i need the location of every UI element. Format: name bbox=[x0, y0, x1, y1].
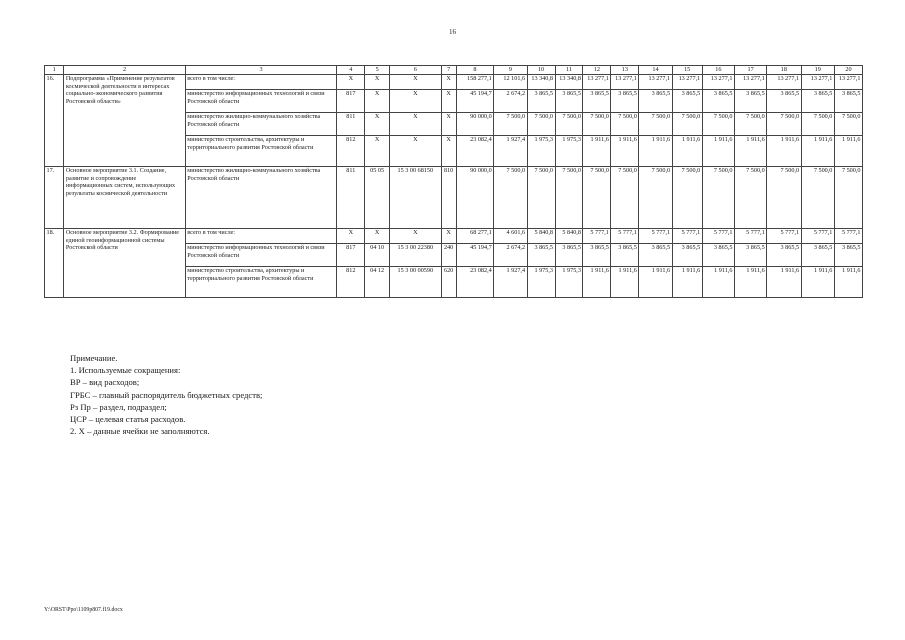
budget-table bbox=[44, 65, 863, 298]
code-vr: Х bbox=[441, 136, 456, 167]
code-rzpr: 05 05 bbox=[365, 167, 390, 229]
amount: 2 674,2 bbox=[494, 244, 527, 267]
code-vr: 810 bbox=[441, 167, 456, 229]
amount: 45 194,7 bbox=[456, 244, 494, 267]
amount: 3 865,5 bbox=[555, 244, 583, 267]
amount: 7 500,0 bbox=[639, 167, 672, 229]
amount: 13 340,8 bbox=[527, 75, 555, 90]
amount: 3 865,5 bbox=[734, 244, 766, 267]
note-line: 1. Используемые сокращения: bbox=[70, 365, 181, 376]
column-header: 5 bbox=[365, 66, 390, 75]
column-header: 11 bbox=[555, 66, 583, 75]
amount: 1 927,4 bbox=[494, 267, 527, 298]
table-row bbox=[45, 229, 863, 244]
column-header: 17 bbox=[734, 66, 766, 75]
code-vr: Х bbox=[441, 113, 456, 136]
code-grbs: 812 bbox=[337, 136, 365, 167]
code-grbs: Х bbox=[337, 75, 365, 90]
amount: 7 500,0 bbox=[494, 167, 527, 229]
amount: 3 865,5 bbox=[611, 244, 639, 267]
notes bbox=[70, 352, 262, 437]
column-header: 12 bbox=[583, 66, 611, 75]
footer-path: Y:\ORST\Ppo\1109p807.f19.docx bbox=[44, 607, 123, 613]
column-header: 10 bbox=[527, 66, 555, 75]
amount: 23 082,4 bbox=[456, 136, 494, 167]
amount: 1 911,6 bbox=[611, 136, 639, 167]
code-csr: Х bbox=[390, 136, 442, 167]
amount: 3 865,5 bbox=[611, 90, 639, 113]
code-grbs: 811 bbox=[337, 113, 365, 136]
column-header: 19 bbox=[801, 66, 834, 75]
amount: 13 277,1 bbox=[801, 75, 834, 90]
amount: 3 865,5 bbox=[639, 244, 672, 267]
code-rzpr: Х bbox=[365, 90, 390, 113]
row-number: 16. bbox=[45, 75, 64, 167]
note-line: 2. Х – данные ячейки не заполняются. bbox=[70, 426, 210, 437]
code-csr: Х bbox=[390, 75, 442, 90]
program-name: Подпрограмма «Применение результатов космической деятельности в интересах социально-экономического развития Ростовской области» bbox=[64, 75, 185, 167]
amount: 5 777,1 bbox=[611, 229, 639, 244]
executor: министерство жилищно-коммунального хозяйства Ростовской области bbox=[185, 113, 337, 136]
amount: 7 500,0 bbox=[801, 167, 834, 229]
amount: 3 865,5 bbox=[555, 90, 583, 113]
amount: 1 911,6 bbox=[672, 136, 702, 167]
amount: 7 500,0 bbox=[767, 113, 801, 136]
note-line: Примечание. bbox=[70, 353, 118, 363]
column-header: 6 bbox=[390, 66, 442, 75]
amount: 7 500,0 bbox=[734, 167, 766, 229]
amount: 7 500,0 bbox=[527, 167, 555, 229]
program-name: Основное мероприятие 3.1. Создание, развитие и сопровождение информационных систем, использующих результаты космической деятельности bbox=[64, 167, 185, 229]
amount: 1 911,6 bbox=[801, 267, 834, 298]
code-grbs: Х bbox=[337, 229, 365, 244]
column-header: 7 bbox=[441, 66, 456, 75]
amount: 3 865,5 bbox=[583, 244, 611, 267]
amount: 5 840,8 bbox=[527, 229, 555, 244]
amount: 5 777,1 bbox=[583, 229, 611, 244]
amount: 1 975,3 bbox=[555, 136, 583, 167]
code-vr: Х bbox=[441, 75, 456, 90]
amount: 7 500,0 bbox=[639, 113, 672, 136]
code-rzpr: Х bbox=[365, 75, 390, 90]
amount: 7 500,0 bbox=[611, 113, 639, 136]
code-grbs: 811 bbox=[337, 167, 365, 229]
amount: 7 500,0 bbox=[555, 167, 583, 229]
amount: 7 500,0 bbox=[702, 167, 734, 229]
amount: 1 911,6 bbox=[702, 267, 734, 298]
column-header: 18 bbox=[767, 66, 801, 75]
code-csr: Х bbox=[390, 113, 442, 136]
amount: 13 277,1 bbox=[611, 75, 639, 90]
header-row bbox=[45, 66, 863, 75]
amount: 5 840,8 bbox=[555, 229, 583, 244]
amount: 5 777,1 bbox=[834, 229, 862, 244]
amount: 3 865,5 bbox=[834, 90, 862, 113]
column-header: 3 bbox=[185, 66, 337, 75]
amount: 3 865,5 bbox=[834, 244, 862, 267]
code-rzpr: 04 10 bbox=[365, 244, 390, 267]
amount: 90 000,0 bbox=[456, 113, 494, 136]
amount: 1 975,3 bbox=[527, 136, 555, 167]
code-rzpr: 04 12 bbox=[365, 267, 390, 298]
column-header: 4 bbox=[337, 66, 365, 75]
row-number: 18. bbox=[45, 229, 64, 298]
amount: 7 500,0 bbox=[767, 167, 801, 229]
amount: 3 865,5 bbox=[767, 244, 801, 267]
amount: 1 911,6 bbox=[734, 136, 766, 167]
page-number: 16 bbox=[449, 28, 456, 36]
amount: 5 777,1 bbox=[702, 229, 734, 244]
amount: 7 500,0 bbox=[734, 113, 766, 136]
amount: 23 082,4 bbox=[456, 267, 494, 298]
code-vr: 620 bbox=[441, 267, 456, 298]
amount: 3 865,5 bbox=[672, 90, 702, 113]
amount: 90 000,0 bbox=[456, 167, 494, 229]
amount: 3 865,5 bbox=[702, 90, 734, 113]
executor: всего в том числе: bbox=[185, 229, 337, 244]
amount: 4 601,6 bbox=[494, 229, 527, 244]
note-line: Рз Пр – раздел, подраздел; bbox=[70, 401, 167, 412]
code-vr: 240 bbox=[441, 244, 456, 267]
table-row bbox=[45, 75, 863, 90]
code-csr: Х bbox=[390, 229, 442, 244]
code-grbs: 817 bbox=[337, 244, 365, 267]
column-header: 16 bbox=[702, 66, 734, 75]
amount: 12 101,6 bbox=[494, 75, 527, 90]
amount: 13 277,1 bbox=[702, 75, 734, 90]
executor: министерство строительства, архитектуры и территориального развития Ростовской области bbox=[185, 136, 337, 167]
column-header: 20 bbox=[834, 66, 862, 75]
amount: 2 674,2 bbox=[494, 90, 527, 113]
amount: 13 277,1 bbox=[672, 75, 702, 90]
column-header: 8 bbox=[456, 66, 494, 75]
amount: 7 500,0 bbox=[555, 113, 583, 136]
amount: 7 500,0 bbox=[834, 113, 862, 136]
amount: 3 865,5 bbox=[583, 90, 611, 113]
amount: 1 911,6 bbox=[734, 267, 766, 298]
code-rzpr: Х bbox=[365, 113, 390, 136]
amount: 1 911,6 bbox=[672, 267, 702, 298]
amount: 45 194,7 bbox=[456, 90, 494, 113]
amount: 7 500,0 bbox=[672, 113, 702, 136]
amount: 13 277,1 bbox=[583, 75, 611, 90]
note-line: ВР – вид расходов; bbox=[70, 377, 140, 388]
code-rzpr: Х bbox=[365, 136, 390, 167]
amount: 3 865,5 bbox=[639, 90, 672, 113]
amount: 1 911,6 bbox=[834, 267, 862, 298]
code-grbs: 812 bbox=[337, 267, 365, 298]
column-header: 13 bbox=[611, 66, 639, 75]
amount: 5 777,1 bbox=[734, 229, 766, 244]
amount: 3 865,5 bbox=[527, 90, 555, 113]
amount: 13 277,1 bbox=[767, 75, 801, 90]
amount: 7 500,0 bbox=[801, 113, 834, 136]
amount: 1 975,3 bbox=[555, 267, 583, 298]
amount: 1 911,6 bbox=[767, 136, 801, 167]
amount: 5 777,1 bbox=[801, 229, 834, 244]
amount: 7 500,0 bbox=[702, 113, 734, 136]
amount: 7 500,0 bbox=[583, 167, 611, 229]
amount: 1 911,6 bbox=[583, 136, 611, 167]
amount: 13 277,1 bbox=[734, 75, 766, 90]
amount: 3 865,5 bbox=[702, 244, 734, 267]
amount: 3 865,5 bbox=[672, 244, 702, 267]
executor: министерство жилищно-коммунального хозяйства Ростовской области bbox=[185, 167, 337, 229]
code-grbs: 817 bbox=[337, 90, 365, 113]
executor: министерство информационных технологий и связи Ростовской области bbox=[185, 90, 337, 113]
executor: министерство строительства, архитектуры и территориального развития Ростовской области bbox=[185, 267, 337, 298]
amount: 7 500,0 bbox=[583, 113, 611, 136]
amount: 7 500,0 bbox=[527, 113, 555, 136]
code-vr: Х bbox=[441, 90, 456, 113]
amount: 1 911,6 bbox=[639, 136, 672, 167]
program-name: Основное мероприятие 3.2. Формирование единой геоинформационной системы Ростовской области bbox=[64, 229, 185, 298]
executor: всего в том числе: bbox=[185, 75, 337, 90]
amount: 1 911,6 bbox=[767, 267, 801, 298]
amount: 13 277,1 bbox=[639, 75, 672, 90]
amount: 5 777,1 bbox=[639, 229, 672, 244]
amount: 1 911,6 bbox=[801, 136, 834, 167]
amount: 13 340,8 bbox=[555, 75, 583, 90]
amount: 1 911,6 bbox=[639, 267, 672, 298]
amount: 7 500,0 bbox=[672, 167, 702, 229]
amount: 7 500,0 bbox=[494, 113, 527, 136]
amount: 5 777,1 bbox=[767, 229, 801, 244]
executor: министерство информационных технологий и связи Ростовской области bbox=[185, 244, 337, 267]
code-csr: 15 3 00 68150 bbox=[390, 167, 442, 229]
code-csr: Х bbox=[390, 90, 442, 113]
amount: 1 911,6 bbox=[611, 267, 639, 298]
amount: 1 927,4 bbox=[494, 136, 527, 167]
note-line: ЦСР – целевая статья расходов. bbox=[70, 414, 186, 425]
amount: 7 500,0 bbox=[611, 167, 639, 229]
amount: 3 865,5 bbox=[767, 90, 801, 113]
amount: 5 777,1 bbox=[672, 229, 702, 244]
amount: 158 277,1 bbox=[456, 75, 494, 90]
code-csr: 15 3 00 00590 bbox=[390, 267, 442, 298]
row-number: 17. bbox=[45, 167, 64, 229]
amount: 68 277,1 bbox=[456, 229, 494, 244]
column-header: 9 bbox=[494, 66, 527, 75]
amount: 3 865,5 bbox=[527, 244, 555, 267]
amount: 3 865,5 bbox=[801, 90, 834, 113]
column-header: 14 bbox=[639, 66, 672, 75]
table-row bbox=[45, 167, 863, 229]
amount: 1 911,6 bbox=[583, 267, 611, 298]
amount: 7 500,0 bbox=[834, 167, 862, 229]
amount: 1 975,3 bbox=[527, 267, 555, 298]
code-rzpr: Х bbox=[365, 229, 390, 244]
amount: 3 865,5 bbox=[734, 90, 766, 113]
column-header: 15 bbox=[672, 66, 702, 75]
column-header: 2 bbox=[64, 66, 185, 75]
column-header: 1 bbox=[45, 66, 64, 75]
amount: 13 277,1 bbox=[834, 75, 862, 90]
amount: 1 911,6 bbox=[834, 136, 862, 167]
amount: 3 865,5 bbox=[801, 244, 834, 267]
code-vr: Х bbox=[441, 229, 456, 244]
amount: 1 911,6 bbox=[702, 136, 734, 167]
note-line: ГРБС – главный распорядитель бюджетных средств; bbox=[70, 389, 263, 400]
code-csr: 15 3 00 22380 bbox=[390, 244, 442, 267]
